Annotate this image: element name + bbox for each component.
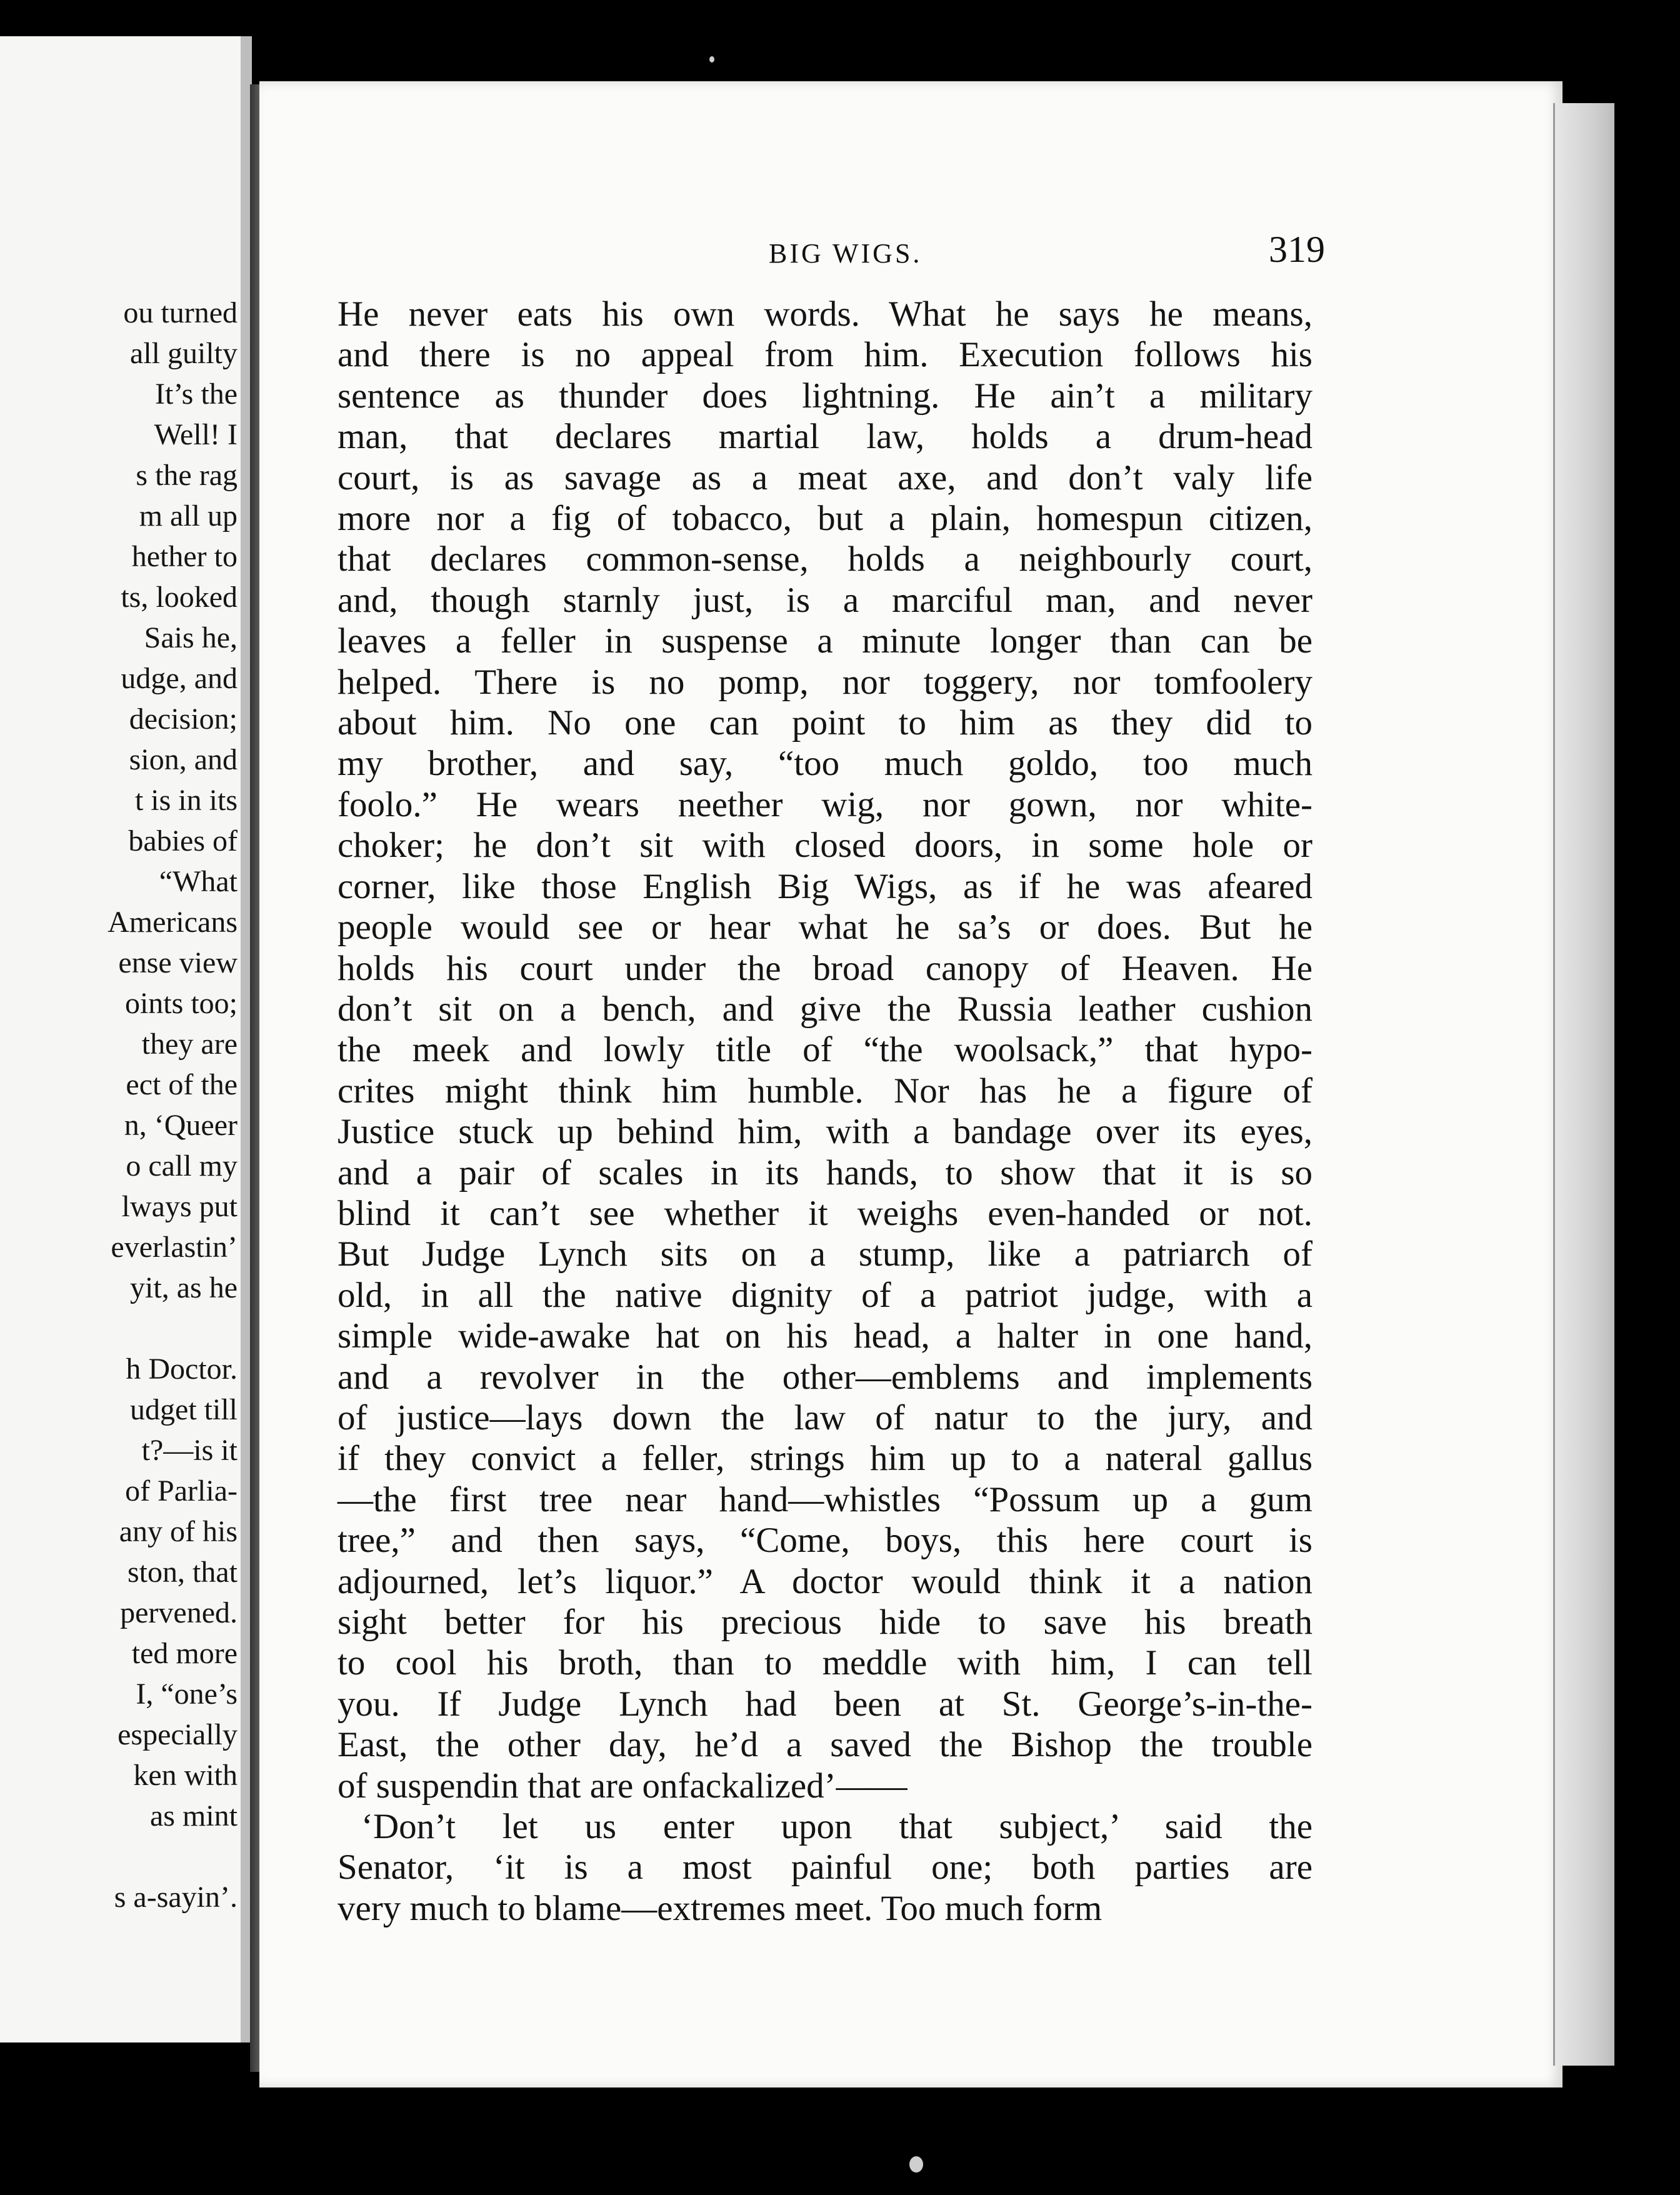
- text-line: man, that declares martial law, holds a drum-head: [338, 417, 1312, 457]
- text-line: foolo.” He wears neether wig, nor gown, nor white-: [338, 784, 1312, 824]
- left-page-line: babies of: [128, 824, 238, 858]
- left-page: [0, 36, 252, 2042]
- dust-speck: [909, 2156, 923, 2172]
- text-line: adjourned, let’s liquor.” A doctor would think it a nation: [338, 1561, 1312, 1601]
- text-line: choker; he don’t sit with closed doors, in some hole or: [338, 826, 1312, 866]
- text-line: Justice stuck up behind him, with a bandage over its eyes,: [338, 1112, 1312, 1152]
- text-line: East, the other day, he’d a saved the Bishop the trouble: [338, 1725, 1312, 1765]
- left-page-line: sion, and: [129, 743, 238, 776]
- left-page-line: Well! I: [154, 418, 238, 451]
- left-page-line: yit, as he: [130, 1271, 238, 1304]
- left-page-line: s the rag: [136, 459, 238, 492]
- text-line: about him. No one can point to him as they did to: [338, 703, 1312, 743]
- text-line: sentence as thunder does lightning. He ain’t a military: [338, 376, 1312, 416]
- text-line: blind it can’t see whether it weighs even-handed or not.: [338, 1193, 1312, 1233]
- text-line: corner, like those English Big Wigs, as if he was afeared: [338, 866, 1312, 906]
- text-line: and a pair of scales in its hands, to show that it is so: [338, 1152, 1312, 1192]
- text-line: holds his court under the broad canopy of Heaven. He: [338, 948, 1312, 988]
- running-head: BIG WIGS.: [769, 238, 922, 269]
- text-line: more nor a fig of tobacco, but a plain, homespun citizen,: [338, 499, 1312, 539]
- text-line: of justice—lays down the law of natur to the jury, and: [338, 1398, 1312, 1438]
- text-line: very much to blame—extremes meet. Too much form: [338, 1888, 1102, 1928]
- left-page-line: ken with: [133, 1759, 238, 1792]
- text-line: the meek and lowly title of “the woolsack,” that hypo-: [338, 1030, 1312, 1070]
- left-page-line: m all up: [139, 499, 238, 532]
- left-page-line: Americans: [108, 906, 238, 939]
- text-line: Senator, ‘it is a most painful one; both parties are: [338, 1848, 1312, 1888]
- dust-speck: [709, 56, 714, 62]
- text-line: —the first tree near hand—whistles “Possum up a gum: [338, 1479, 1312, 1519]
- left-page-line: all guilty: [130, 337, 238, 370]
- left-page-line: [0, 1836, 238, 1877]
- left-page-line: ect of the: [126, 1068, 238, 1101]
- text-line: you. If Judge Lynch had been at St. George’s-in-the-: [338, 1684, 1312, 1724]
- left-page-line: of Parlia-: [125, 1474, 238, 1508]
- text-line: to cool his broth, than to meddle with him, I can tell: [338, 1643, 1312, 1683]
- left-page-line: ted more: [131, 1637, 238, 1670]
- left-page-line: decision;: [129, 702, 238, 736]
- left-page-line: h Doctor.: [126, 1352, 238, 1386]
- text-line: helped. There is no pomp, nor toggery, nor tomfoolery: [338, 662, 1312, 702]
- left-page-line: ense view: [118, 946, 238, 979]
- page-edge: [1553, 103, 1614, 2066]
- left-page-line: “What: [159, 865, 238, 898]
- text-line: leaves a feller in suspense a minute longer than can be: [338, 621, 1312, 661]
- left-page-line: t is in its: [134, 784, 238, 817]
- text-line: sight better for his precious hide to save his breath: [338, 1602, 1312, 1642]
- left-page-line: s a-sayin’.: [114, 1881, 238, 1914]
- text-line: don’t sit on a bench, and give the Russia leather cushion: [338, 989, 1312, 1029]
- left-page-line: o call my: [126, 1149, 238, 1182]
- left-page-line: they are: [141, 1028, 238, 1061]
- left-page-text: [0, 292, 238, 1918]
- text-line: people would see or hear what he sa’s or does. But he: [338, 908, 1312, 948]
- text-line: if they convict a feller, strings him up to a nateral gallus: [338, 1439, 1312, 1479]
- left-page-line: udget till: [130, 1393, 238, 1426]
- text-line: simple wide-awake hat on his head, a halter in one hand,: [338, 1316, 1312, 1356]
- text-line: But Judge Lynch sits on a stump, like a patriarch of: [338, 1234, 1312, 1274]
- left-page-line: ts, looked: [121, 581, 238, 614]
- left-page-line: It’s the: [155, 378, 238, 411]
- body-text: [338, 294, 1312, 1929]
- left-page-line: everlastin’: [111, 1231, 238, 1264]
- text-line: and a revolver in the other—emblems and implements: [338, 1357, 1312, 1397]
- left-page-line: t?—is it: [141, 1434, 238, 1467]
- left-page-line: as mint: [150, 1799, 238, 1832]
- left-page-line: [0, 1308, 238, 1349]
- text-line: tree,” and then says, “Come, boys, this here court is: [338, 1521, 1312, 1561]
- left-page-line: any of his: [119, 1515, 238, 1548]
- text-line: court, is as savage as a meat axe, and don’t valy life: [338, 458, 1312, 498]
- left-page-line: udge, and: [121, 662, 238, 695]
- left-page-line: Sais he,: [144, 621, 238, 654]
- left-page-line: ston, that: [128, 1556, 238, 1589]
- left-page-line: especially: [118, 1718, 238, 1751]
- text-line: crites might think him humble. Nor has he a figure of: [338, 1071, 1312, 1111]
- left-page-line: n, ‘Queer: [124, 1109, 238, 1142]
- left-page-line: I, “one’s: [136, 1678, 238, 1711]
- text-line: old, in all the native dignity of a patriot judge, with a: [338, 1275, 1312, 1315]
- left-page-line: hether to: [131, 540, 238, 573]
- left-page-line: pervened.: [120, 1596, 238, 1629]
- text-line: of suspendin that are onfackalized’——: [338, 1766, 908, 1806]
- text-line: my brother, and say, “too much goldo, too much: [338, 744, 1312, 784]
- page-number: 319: [1269, 229, 1325, 270]
- left-page-line: ou turned: [123, 296, 238, 329]
- left-page-line: lways put: [121, 1190, 238, 1223]
- left-page-line: oints too;: [124, 987, 238, 1020]
- text-line: and, though starnly just, is a marciful man, and never: [338, 580, 1312, 620]
- text-line: that declares common-sense, holds a neighbourly court,: [338, 539, 1312, 579]
- text-line: ‘Don’t let us enter upon that subject,’ said the: [361, 1807, 1312, 1847]
- text-line: He never eats his own words. What he says he means,: [338, 294, 1312, 334]
- text-line: and there is no appeal from him. Execution follows his: [338, 335, 1312, 375]
